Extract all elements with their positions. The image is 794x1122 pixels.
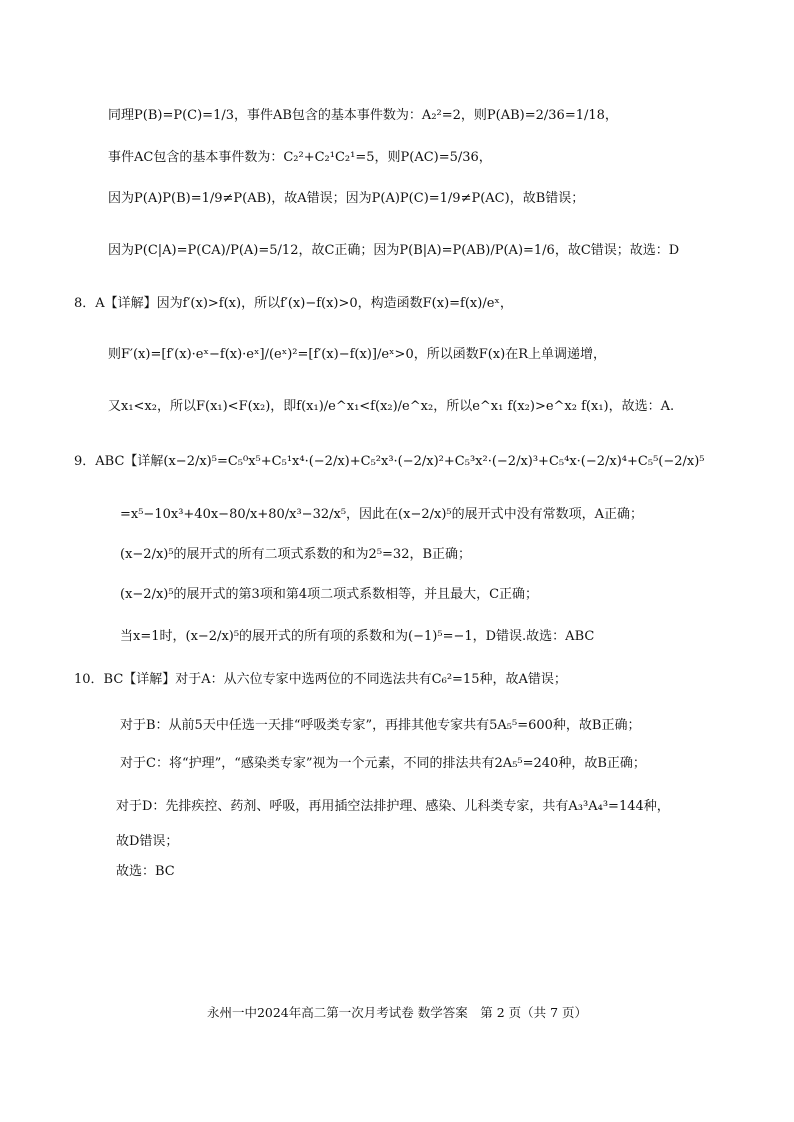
text-line: 因为P(A)P(B)=1/9≠P(AB)，故A错误；因为P(A)P(C)=1/9≠P(AC)，故B错误； — [108, 191, 585, 206]
text-line: 10．BC【详解】对于A：从六位专家中选两位的不同选法共有C₆²=15种，故A错误； — [74, 672, 567, 687]
text-line: 同理P(B)=P(C)=1/3，事件AB包含的基本事件数为：A₂²=2，则P(AB)=2/36=1/18， — [108, 108, 618, 123]
page-footer: 永州一中2024年高二第一次月考试卷 数学答案 第 2 页（共 7 页） — [206, 1005, 588, 1020]
text-line: 当x=1时，(x−2/x)⁵的展开式的所有项的系数和为(−1)⁵=−1，D错误.故选：ABC — [120, 629, 595, 644]
text-line: 事件AC包含的基本事件数为：C₂²+C₂¹C₂¹=5，则P(AC)=5/36， — [108, 150, 492, 165]
text-line: 则F′(x)=[f′(x)·eˣ−f(x)·eˣ]/(eˣ)²=[f′(x)−f(x)]/eˣ>0，所以函数F(x)在R上单调递增， — [108, 347, 606, 362]
text-line: 8．A【详解】因为f′(x)>f(x)，所以f′(x)−f(x)>0，构造函数F(x)=f(x)/eˣ， — [74, 296, 513, 311]
text-line: 对于C：将“护理”，“感染类专家”视为一个元素，不同的排法共有2A₅⁵=240种，故B正确； — [120, 756, 646, 771]
text-line: 故选：BC — [116, 864, 175, 879]
text-line: =x⁵−10x³+40x−80/x+80/x³−32/x⁵，因此在(x−2/x)⁵的展开式中没有常数项，A正确； — [120, 507, 643, 522]
text-line: 因为P(C|A)=P(CA)/P(A)=5/12，故C正确；因为P(B|A)=P(AB)/P(A)=1/6，故C错误；故选：D — [108, 243, 680, 258]
text-line: 9．ABC【详解(x−2/x)⁵=C₅⁰x⁵+C₅¹x⁴·(−2/x)+C₅²x³·(−2/x)²+C₅³x²·(−2/x)³+C₅⁴x·(−2/x)⁴+C₅⁵(−2/x)⁵ — [74, 454, 705, 469]
text-line: 故D错误； — [116, 834, 179, 849]
text-line: 对于D：先排疾控、药剂、呼吸，再用插空法排护理、感染、儿科类专家，共有A₃³A₄³=144种， — [116, 799, 670, 814]
text-line: (x−2/x)⁵的展开式的所有二项式系数的和为2⁵=32，B正确； — [120, 547, 472, 562]
text-line: (x−2/x)⁵的展开式的第3项和第4项二项式系数相等，并且最大，C正确； — [120, 587, 539, 602]
text-line: 又x₁<x₂，所以F(x₁)<F(x₂)，即f(x₁)/e^x₁<f(x₂)/e^x₂，所以e^x₁ f(x₂)>e^x₂ f(x₁)，故选：A. — [108, 399, 675, 414]
text-line: 对于B：从前5天中任选一天排“呼吸类专家”，再排其他专家共有5A₅⁵=600种，故B正确； — [120, 718, 641, 733]
